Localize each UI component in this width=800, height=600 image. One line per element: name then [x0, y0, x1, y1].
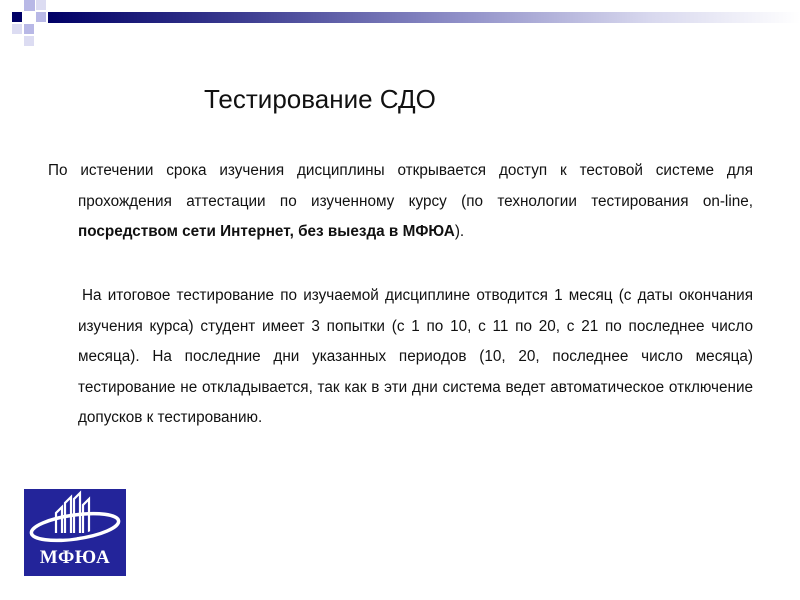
- decor-square: [24, 0, 35, 11]
- paragraph-access-bold: посредством сети Интернет, без выезда в МФЮА: [78, 223, 455, 240]
- decor-square: [24, 36, 34, 46]
- paragraph-access: [48, 156, 753, 248]
- decor-square: [12, 24, 22, 34]
- paragraph-access-text: По истечении срока изучения дисциплины открывается доступ к тестовой системе для прохождения аттестации по изученному курсу (по технологии тестирования on-line,: [48, 162, 753, 210]
- decor-square: [12, 12, 22, 22]
- paragraph-access-tail: ).: [454, 223, 465, 240]
- slide-title: Тестирование СДО: [204, 84, 436, 114]
- decor-square: [24, 24, 34, 34]
- logo-text: МФЮА: [39, 547, 111, 568]
- decor-square: [36, 12, 46, 22]
- paragraph-testing-rules: На итоговое тестирование по изучаемой дисциплине отводится 1 месяц (с даты окончания изучения курса) студент имеет 3 попытки (с 1 по 10, с 11 по 20, с 21 по последнее число месяца). На последние дни указанных периодов (10, 20, последнее число месяца) тестирование не откладывается, так как в эти дни система ведет автоматическое отключение допусков к тестированию.: [78, 287, 753, 426]
- decor-square: [36, 0, 46, 10]
- mfua-logo: [24, 489, 126, 576]
- header-gradient-band: [48, 12, 800, 23]
